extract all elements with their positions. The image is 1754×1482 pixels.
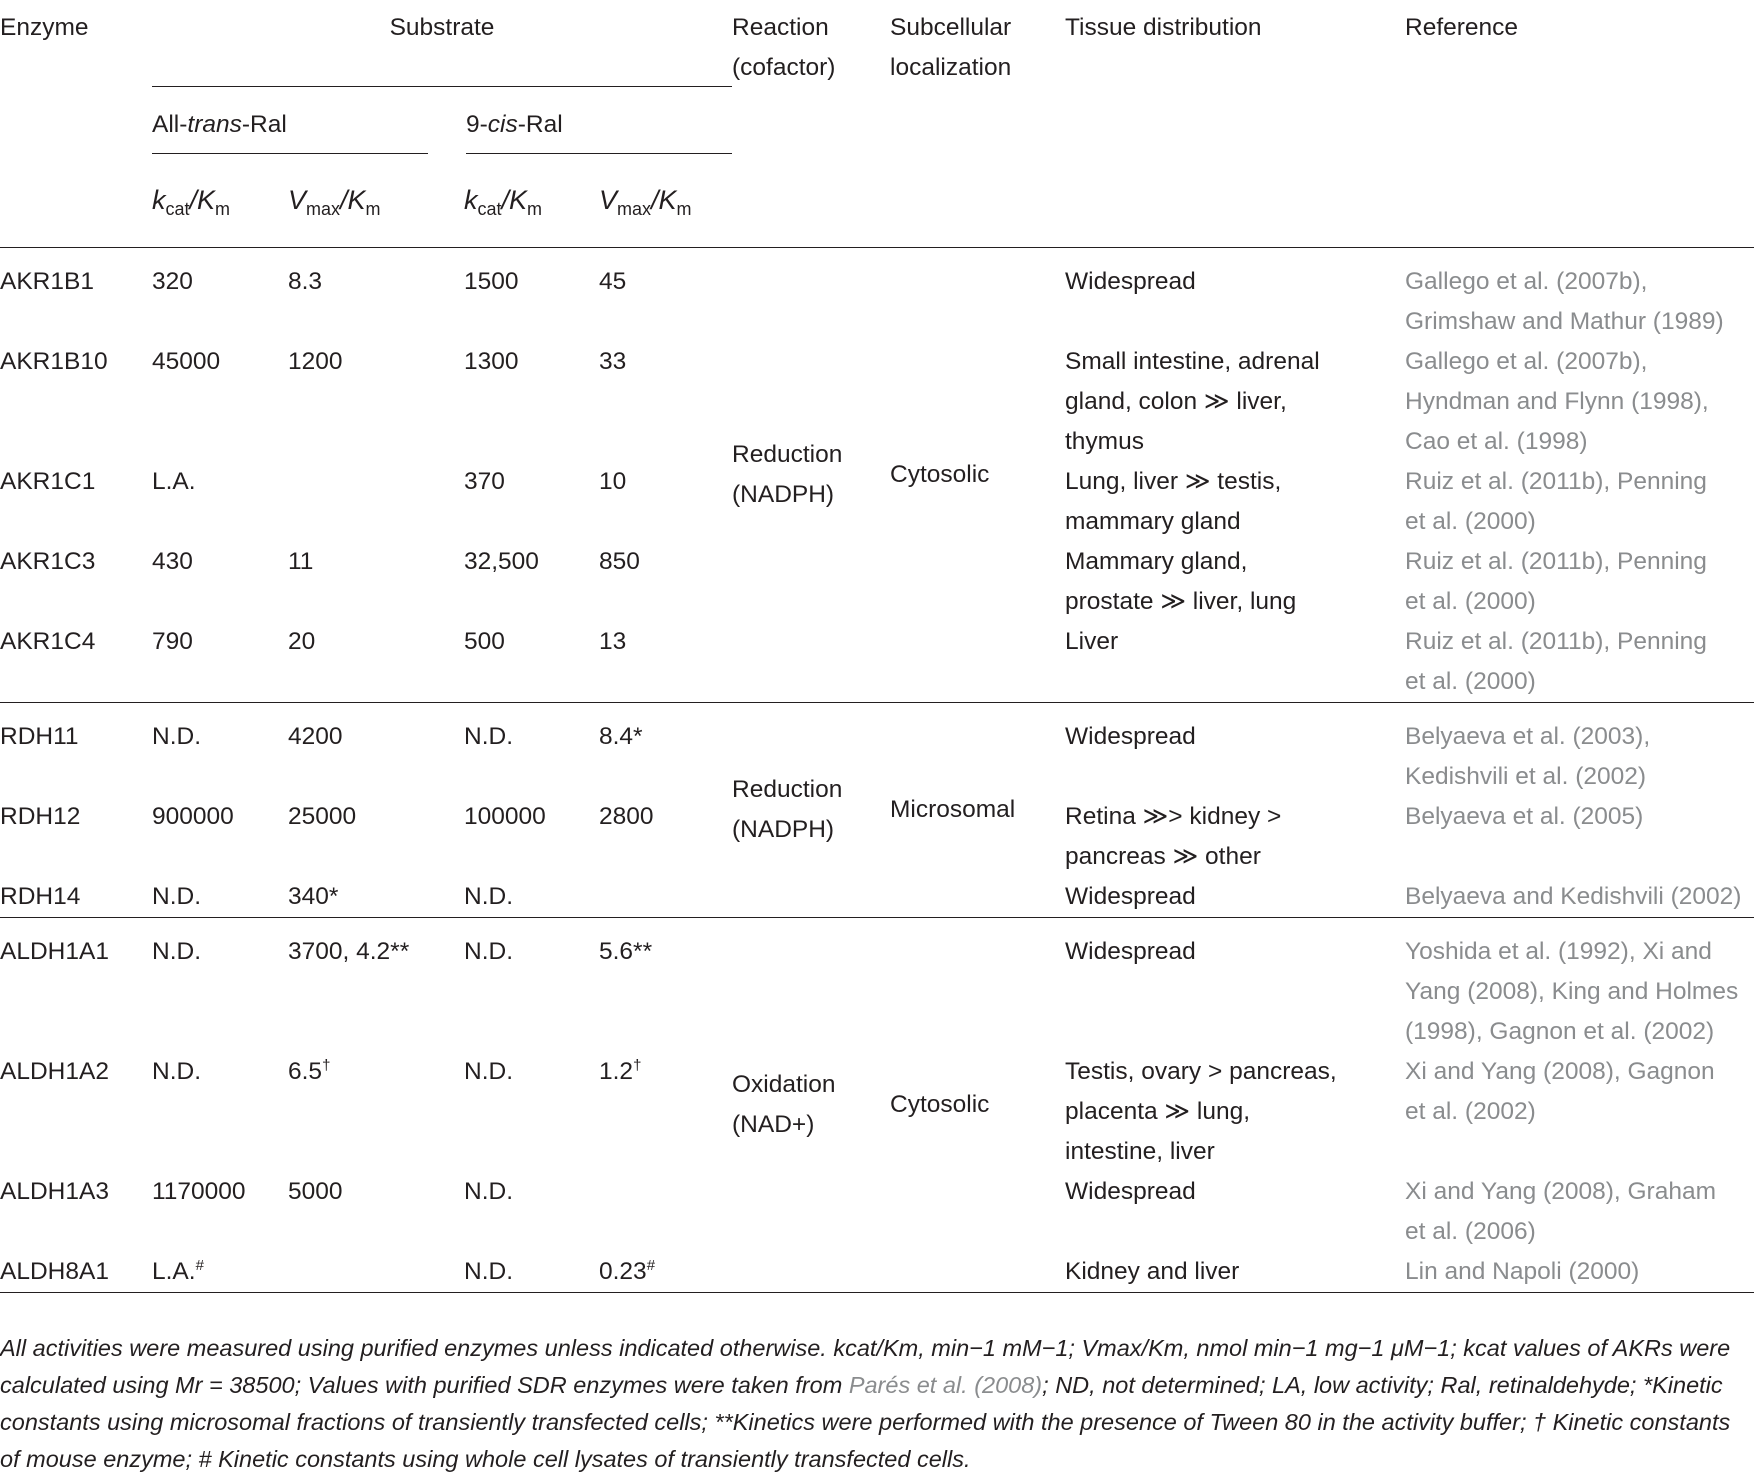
9-cis-vmax-km-value: 850 xyxy=(599,548,640,575)
tissue-line: mammary gland xyxy=(1065,508,1241,535)
9-cis-vmax-km-value: 0.23 xyxy=(599,1258,647,1285)
all-trans-vmax-km-value: 6.5 xyxy=(288,1058,323,1085)
reference-link[interactable]: Grimshaw and Mathur (1989) xyxy=(1405,308,1724,335)
enzyme-name-value: RDH14 xyxy=(0,883,81,910)
table-footnote xyxy=(0,1330,1740,1478)
tissue-distribution xyxy=(1061,622,1388,703)
all-trans-kcat-km xyxy=(152,248,288,342)
tissue-line: Widespread xyxy=(1065,268,1196,295)
table-row xyxy=(0,703,1754,797)
reference-link[interactable]: et al. (2000) xyxy=(1405,588,1536,615)
all-trans-vmax-km xyxy=(288,1252,464,1293)
all-trans-vmax-km xyxy=(288,797,464,877)
table-bottom-rule xyxy=(0,1293,1754,1294)
tissue-line: placenta ≫ lung, xyxy=(1065,1098,1251,1125)
tissue-distribution xyxy=(1061,248,1388,342)
reference-link[interactable]: Kedishvili et al. (2002) xyxy=(1405,763,1647,790)
9-cis-kcat-km-value: 1300 xyxy=(464,348,519,375)
enzyme-name xyxy=(0,918,152,1052)
all-trans-kcat-km-value: N.D. xyxy=(152,723,201,750)
reaction-line: (NADPH) xyxy=(732,816,835,843)
reference-link[interactable]: Belyaeva et al. (2005) xyxy=(1405,803,1644,830)
enzyme-name xyxy=(0,1052,152,1172)
header-reaction: Reaction (cofactor) xyxy=(732,14,836,81)
all-trans-vmax-km xyxy=(288,703,464,797)
9-cis-vmax-km xyxy=(599,797,732,877)
9-cis-kcat-km xyxy=(464,797,599,877)
enzyme-name-value: AKR1C4 xyxy=(0,628,96,655)
reference-link[interactable]: Ruiz et al. (2011b), Penning xyxy=(1405,548,1707,575)
all-trans-vmax-km-value: 25000 xyxy=(288,803,357,830)
localization-value: Cytosolic xyxy=(890,1091,990,1118)
9-cis-kcat-km xyxy=(464,542,599,622)
enzyme-name xyxy=(0,797,152,877)
enzyme-name xyxy=(0,1172,152,1252)
9-cis-kcat-km-value: N.D. xyxy=(464,1058,513,1085)
tissue-line: Retina ≫> kidney > xyxy=(1065,803,1282,830)
9-cis-vmax-km-value: 45 xyxy=(599,268,627,295)
enzyme-name-value: AKR1C1 xyxy=(0,468,96,495)
footnote-text-2: ; ND, not determined; LA, low activity; Ral, retinaldehyde; *Kinetic constants using microsomal fractions of transiently transfected cells; **Kinetics were performed with the presence of Tween 80 in the activity buffer; † Kinetic constants of mouse enzyme; # Kinetic constants using whole cell lysates of transiently transfected cells. xyxy=(0,1372,1731,1472)
reference-cell xyxy=(1388,542,1754,622)
enzyme-name xyxy=(0,622,152,703)
reference-link[interactable]: et al. (2002) xyxy=(1405,1098,1536,1125)
9-cis-vmax-km xyxy=(599,462,732,542)
all-trans-vmax-km-value: 5000 xyxy=(288,1178,343,1205)
header-vmax-km-9-cis: $V_{max}/K_m$ xyxy=(599,185,692,219)
tissue-distribution xyxy=(1061,542,1388,622)
9-cis-vmax-km-value: 10 xyxy=(599,468,627,495)
9-cis-vmax-km xyxy=(599,622,732,703)
tissue-distribution xyxy=(1061,1052,1388,1172)
all-trans-kcat-km xyxy=(152,542,288,622)
9-cis-kcat-km-value: 370 xyxy=(464,468,505,495)
tissue-distribution xyxy=(1061,797,1388,877)
header-localization: Subcellular localization xyxy=(890,14,1012,81)
9-cis-vmax-km-footnote-mark: † xyxy=(633,1056,642,1074)
tissue-line: Liver xyxy=(1065,628,1119,655)
table-body xyxy=(0,248,1754,1294)
9-cis-kcat-km xyxy=(464,622,599,703)
header-tissue: Tissue distribution xyxy=(1065,14,1262,41)
all-trans-vmax-km-value: 11 xyxy=(288,548,314,575)
enzyme-name-value: ALDH1A1 xyxy=(0,938,109,965)
all-trans-kcat-km-value: N.D. xyxy=(152,938,201,965)
localization-value: Cytosolic xyxy=(890,461,990,488)
all-trans-vmax-km xyxy=(288,1172,464,1252)
reference-link[interactable]: et al. (2000) xyxy=(1405,668,1536,695)
9-cis-vmax-km xyxy=(599,542,732,622)
reference-link[interactable]: Ruiz et al. (2011b), Penning xyxy=(1405,468,1707,495)
reference-link[interactable]: Yoshida et al. (1992), Xi and xyxy=(1405,938,1712,965)
enzyme-name xyxy=(0,703,152,797)
tissue-distribution xyxy=(1061,918,1388,1052)
9-cis-vmax-km-footnote-mark: # xyxy=(646,1256,656,1274)
tissue-line: gland, colon ≫ liver, xyxy=(1065,388,1287,415)
9-cis-kcat-km xyxy=(464,1172,599,1252)
9-cis-kcat-km-value: N.D. xyxy=(464,883,513,910)
all-trans-vmax-km-value: 4200 xyxy=(288,723,343,750)
table-row xyxy=(0,248,1754,342)
header-reference: Reference xyxy=(1405,14,1519,41)
tissue-line: Widespread xyxy=(1065,938,1196,965)
reference-link[interactable]: Gallego et al. (2007b), xyxy=(1405,348,1648,375)
tissue-line: Small intestine, adrenal xyxy=(1065,348,1320,375)
reference-link[interactable]: Xi and Yang (2008), Graham xyxy=(1405,1178,1716,1205)
all-trans-kcat-km-value: L.A. xyxy=(152,1258,196,1285)
subcellular-localization xyxy=(890,703,1061,918)
reference-link[interactable]: Ruiz et al. (2011b), Penning xyxy=(1405,628,1707,655)
9-cis-kcat-km xyxy=(464,462,599,542)
reaction-line: Reduction xyxy=(732,776,843,803)
reaction-line: (NADPH) xyxy=(732,481,835,508)
9-cis-vmax-km xyxy=(599,248,732,342)
subcellular-localization xyxy=(890,918,1061,1293)
enzyme-name-value: ALDH1A2 xyxy=(0,1058,109,1085)
enzyme-name-value: AKR1B10 xyxy=(0,348,108,375)
all-trans-kcat-km-footnote-mark: # xyxy=(195,1256,204,1274)
reference-cell xyxy=(1388,1252,1754,1293)
tissue-distribution xyxy=(1061,1172,1388,1252)
subcellular-localization xyxy=(890,248,1061,703)
9-cis-kcat-km xyxy=(464,1052,599,1172)
enzyme-name xyxy=(0,342,152,462)
9-cis-vmax-km xyxy=(599,342,732,462)
tissue-line: Testis, ovary > pancreas, xyxy=(1065,1058,1337,1085)
tissue-line: Widespread xyxy=(1065,1178,1196,1205)
9-cis-kcat-km xyxy=(464,703,599,797)
all-trans-kcat-km xyxy=(152,877,288,918)
reaction-line: Reduction xyxy=(732,441,843,468)
all-trans-kcat-km-value: N.D. xyxy=(152,1058,201,1085)
9-cis-vmax-km xyxy=(599,1052,732,1172)
reference-link[interactable]: Xi and Yang (2008), Gagnon xyxy=(1405,1058,1715,1085)
all-trans-kcat-km xyxy=(152,622,288,703)
all-trans-vmax-km-footnote-mark: † xyxy=(322,1056,331,1074)
header-enzyme: Enzyme xyxy=(0,14,89,41)
enzyme-name-value: AKR1B1 xyxy=(0,268,94,295)
9-cis-vmax-km-value: 8.4* xyxy=(599,723,643,750)
reference-link[interactable]: Belyaeva and Kedishvili (2002) xyxy=(1405,883,1742,910)
all-trans-kcat-km-value: 430 xyxy=(152,548,193,575)
tissue-line: pancreas ≫ other xyxy=(1065,843,1261,870)
all-trans-vmax-km xyxy=(288,877,464,918)
reaction-line: Oxidation xyxy=(732,1071,836,1098)
tissue-distribution xyxy=(1061,462,1388,542)
all-trans-kcat-km xyxy=(152,1252,288,1293)
all-trans-kcat-km-value: 900000 xyxy=(152,803,234,830)
9-cis-vmax-km xyxy=(599,1252,732,1293)
header-9-cis-ral: 9-cis-Ral xyxy=(464,87,732,154)
reference-link[interactable]: Belyaeva et al. (2003), xyxy=(1405,723,1651,750)
9-cis-kcat-km xyxy=(464,248,599,342)
footnote-text-1: All activities were measured using purified enzymes unless indicated otherwise. kcat/Km, min−1 mM−1; Vmax/Km, nmol min−1 mg−1 μM−1; kcat values of AKRs were calculated using Mr = 38500; Values with purified SDR enzymes were taken from xyxy=(0,1335,1731,1398)
enzyme-name xyxy=(0,877,152,918)
enzyme-name xyxy=(0,248,152,342)
reference-cell xyxy=(1388,918,1754,1052)
reference-link[interactable]: (1998), Gagnon et al. (2002) xyxy=(1405,1018,1715,1045)
all-trans-kcat-km xyxy=(152,462,288,542)
tissue-distribution xyxy=(1061,703,1388,797)
header-kcat-km-all-trans: $k_{cat}/K_m$ xyxy=(152,185,231,219)
9-cis-kcat-km xyxy=(464,1252,599,1293)
9-cis-kcat-km-value: 100000 xyxy=(464,803,546,830)
9-cis-vmax-km-value: 1.2 xyxy=(599,1058,634,1085)
9-cis-vmax-km xyxy=(599,1172,732,1252)
all-trans-vmax-km-value: 1200 xyxy=(288,348,343,375)
all-trans-vmax-km-value: 3700, 4.2** xyxy=(288,938,410,965)
enzyme-name-value: AKR1C3 xyxy=(0,548,96,575)
tissue-line: Kidney and liver xyxy=(1065,1258,1240,1285)
all-trans-vmax-km xyxy=(288,342,464,462)
9-cis-kcat-km-value: N.D. xyxy=(464,938,513,965)
enzyme-table xyxy=(0,8,1754,1293)
reference-cell xyxy=(1388,462,1754,542)
reference-link[interactable]: Cao et al. (1998) xyxy=(1405,428,1588,455)
reference-cell xyxy=(1388,342,1754,462)
9-cis-kcat-km-value: N.D. xyxy=(464,1178,513,1205)
enzyme-name-value: ALDH8A1 xyxy=(0,1258,109,1285)
reaction-line: (NAD+) xyxy=(732,1111,815,1138)
reference-link[interactable]: Gallego et al. (2007b), xyxy=(1405,268,1648,295)
all-trans-kcat-km-value: 45000 xyxy=(152,348,221,375)
9-cis-vmax-km-value: 5.6** xyxy=(599,938,653,965)
all-trans-kcat-km-value: 1170000 xyxy=(152,1178,246,1205)
reference-link[interactable]: et al. (2006) xyxy=(1405,1218,1536,1245)
enzyme-name-value: RDH11 xyxy=(0,723,79,750)
all-trans-vmax-km-value: 8.3 xyxy=(288,268,323,295)
all-trans-kcat-km xyxy=(152,1052,288,1172)
enzyme-name-value: ALDH1A3 xyxy=(0,1178,109,1205)
reference-cell xyxy=(1388,248,1754,342)
enzyme-name xyxy=(0,462,152,542)
all-trans-vmax-km xyxy=(288,622,464,703)
reference-cell xyxy=(1388,1172,1754,1252)
all-trans-kcat-km xyxy=(152,918,288,1052)
reaction-cofactor xyxy=(732,918,890,1293)
tissue-line: Widespread xyxy=(1065,723,1196,750)
header-kcat-km-9-cis: $k_{cat}/K_m$ xyxy=(464,185,543,219)
all-trans-vmax-km xyxy=(288,542,464,622)
all-trans-kcat-km-value: L.A. xyxy=(152,468,196,495)
all-trans-vmax-km xyxy=(288,1052,464,1172)
reference-cell xyxy=(1388,877,1754,918)
all-trans-vmax-km-value: 340* xyxy=(288,883,339,910)
9-cis-vmax-km-value: 2800 xyxy=(599,803,654,830)
all-trans-kcat-km xyxy=(152,797,288,877)
all-trans-vmax-km xyxy=(288,462,464,542)
reaction-cofactor xyxy=(732,703,890,918)
table-row xyxy=(0,918,1754,1052)
9-cis-kcat-km-value: N.D. xyxy=(464,723,513,750)
all-trans-vmax-km xyxy=(288,918,464,1052)
reference-cell xyxy=(1388,622,1754,703)
tissue-line: prostate ≫ liver, lung xyxy=(1065,588,1297,615)
9-cis-vmax-km-value: 33 xyxy=(599,348,627,375)
9-cis-kcat-km-value: 1500 xyxy=(464,268,519,295)
enzyme-name-value: RDH12 xyxy=(0,803,81,830)
tissue-distribution xyxy=(1061,1252,1388,1293)
footnote-reference-link[interactable]: Parés et al. (2008) xyxy=(848,1372,1043,1398)
reference-cell xyxy=(1388,797,1754,877)
9-cis-kcat-km xyxy=(464,342,599,462)
reference-link[interactable]: Yang (2008), King and Holmes xyxy=(1405,978,1739,1005)
all-trans-kcat-km xyxy=(152,342,288,462)
enzyme-name xyxy=(0,1252,152,1293)
tissue-line: Lung, liver ≫ testis, xyxy=(1065,468,1282,495)
reference-link[interactable]: et al. (2000) xyxy=(1405,508,1536,535)
9-cis-kcat-km xyxy=(464,918,599,1052)
all-trans-vmax-km xyxy=(288,248,464,342)
all-trans-kcat-km xyxy=(152,1172,288,1252)
tissue-line: intestine, liver xyxy=(1065,1138,1215,1165)
all-trans-vmax-km-value: 20 xyxy=(288,628,316,655)
9-cis-kcat-km-value: 500 xyxy=(464,628,505,655)
tissue-line: Mammary gland, xyxy=(1065,548,1248,575)
reference-link[interactable]: Lin and Napoli (2000) xyxy=(1405,1258,1640,1285)
all-trans-kcat-km xyxy=(152,703,288,797)
9-cis-kcat-km-value: N.D. xyxy=(464,1258,513,1285)
all-trans-kcat-km-value: 320 xyxy=(152,268,193,295)
tissue-line: Widespread xyxy=(1065,883,1196,910)
9-cis-kcat-km xyxy=(464,877,599,918)
reaction-cofactor xyxy=(732,248,890,703)
tissue-line: thymus xyxy=(1065,428,1144,455)
9-cis-kcat-km-value: 32,500 xyxy=(464,548,539,575)
enzyme-name xyxy=(0,542,152,622)
reference-cell xyxy=(1388,703,1754,797)
reference-link[interactable]: Hyndman and Flynn (1998), xyxy=(1405,388,1709,415)
header-vmax-km-all-trans: $V_{max}/K_m$ xyxy=(288,185,381,219)
9-cis-vmax-km xyxy=(599,877,732,918)
tissue-distribution xyxy=(1061,877,1388,918)
localization-value: Microsomal xyxy=(890,796,1016,823)
header-substrate: Substrate xyxy=(152,8,732,87)
reference-cell xyxy=(1388,1052,1754,1172)
tissue-distribution xyxy=(1061,342,1388,462)
all-trans-kcat-km-value: N.D. xyxy=(152,883,201,910)
9-cis-vmax-km-value: 13 xyxy=(599,628,627,655)
header-all-trans-ral: All-trans-Ral xyxy=(152,87,464,154)
9-cis-vmax-km xyxy=(599,703,732,797)
all-trans-kcat-km-value: 790 xyxy=(152,628,193,655)
9-cis-vmax-km xyxy=(599,918,732,1052)
